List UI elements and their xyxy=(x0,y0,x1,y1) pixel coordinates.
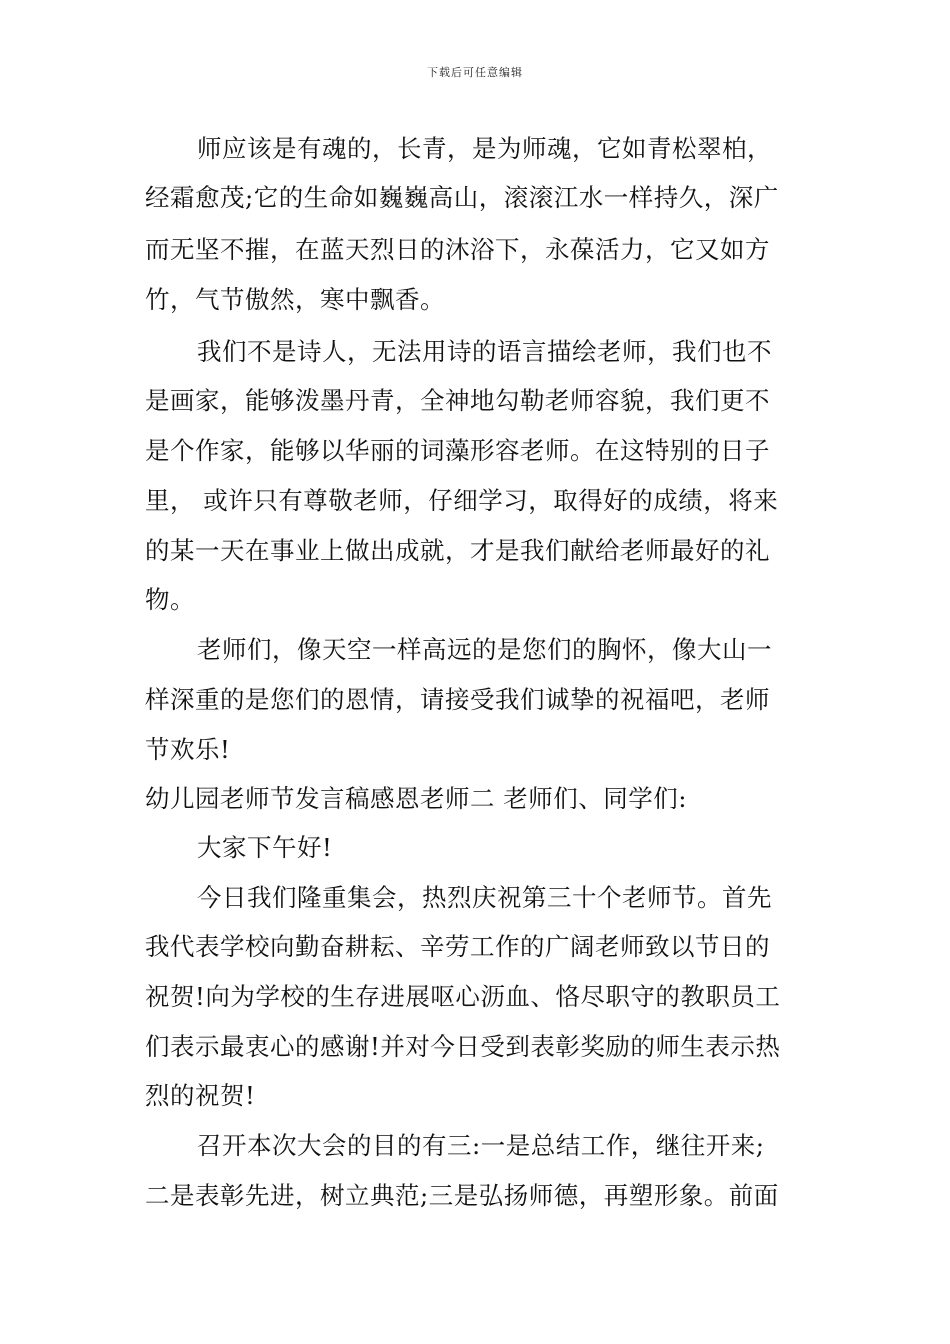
text-line: 里， 或许只有尊敬老师，仔细学习，取得好的成绩，将来 xyxy=(145,486,779,515)
text-line: 经霜愈茂;它的生命如巍巍高山，滚滚江水一样持久，深广 xyxy=(145,183,779,212)
page-header: 下载后可任意编辑 xyxy=(427,66,523,79)
text-line: 老师们，像天空一样高远的是您们的胸怀，像大山一 xyxy=(197,635,772,664)
text-line: 今日我们隆重集会，热烈庆祝第三十个老师节。首先 xyxy=(197,883,772,912)
text-line: 祝贺!向为学校的生存进展呕心沥血、恪尽职守的教职员工 xyxy=(145,982,781,1011)
text-line: 烈的祝贺! xyxy=(145,1081,256,1110)
text-line: 是画家，能够泼墨丹青，全神地勾勒老师容貌，我们更不 xyxy=(145,386,770,415)
text-line: 们表示最衷心的感谢!并对今日受到表彰奖励的师生表示热 xyxy=(145,1032,781,1061)
text-line: 二是表彰先进，树立典范;三是弘扬师德，再塑形象。前面 xyxy=(145,1181,779,1210)
text-line: 我们不是诗人，无法用诗的语言描绘老师，我们也不 xyxy=(197,337,772,366)
text-line: 的某一天在事业上做出成就，才是我们献给老师最好的礼 xyxy=(145,536,770,565)
text-line: 是个作家，能够以华丽的词藻形容老师。在这特别的日子 xyxy=(145,436,770,465)
text-line: 大家下午好! xyxy=(197,833,333,862)
text-line: 我代表学校向勤奋耕耘、辛劳工作的广阔老师致以节日的 xyxy=(145,932,770,961)
section-title-line: 幼儿园老师节发言稿感恩老师二 老师们、同学们: xyxy=(145,784,688,813)
text-line: 节欢乐! xyxy=(145,735,231,764)
text-line: 物。 xyxy=(145,585,195,614)
text-line: 召开本次大会的目的有三:一是总结工作，继往开来; xyxy=(197,1131,765,1160)
text-line: 师应该是有魂的，长青，是为师魂，它如青松翠柏， xyxy=(197,134,772,163)
text-line: 竹，气节傲然，寒中飘香。 xyxy=(145,285,445,314)
text-line: 样深重的是您们的恩情，请接受我们诚挚的祝福吧，老师 xyxy=(145,685,770,714)
text-line: 而无坚不摧，在蓝天烈日的沐浴下，永葆活力，它又如方 xyxy=(145,235,770,264)
